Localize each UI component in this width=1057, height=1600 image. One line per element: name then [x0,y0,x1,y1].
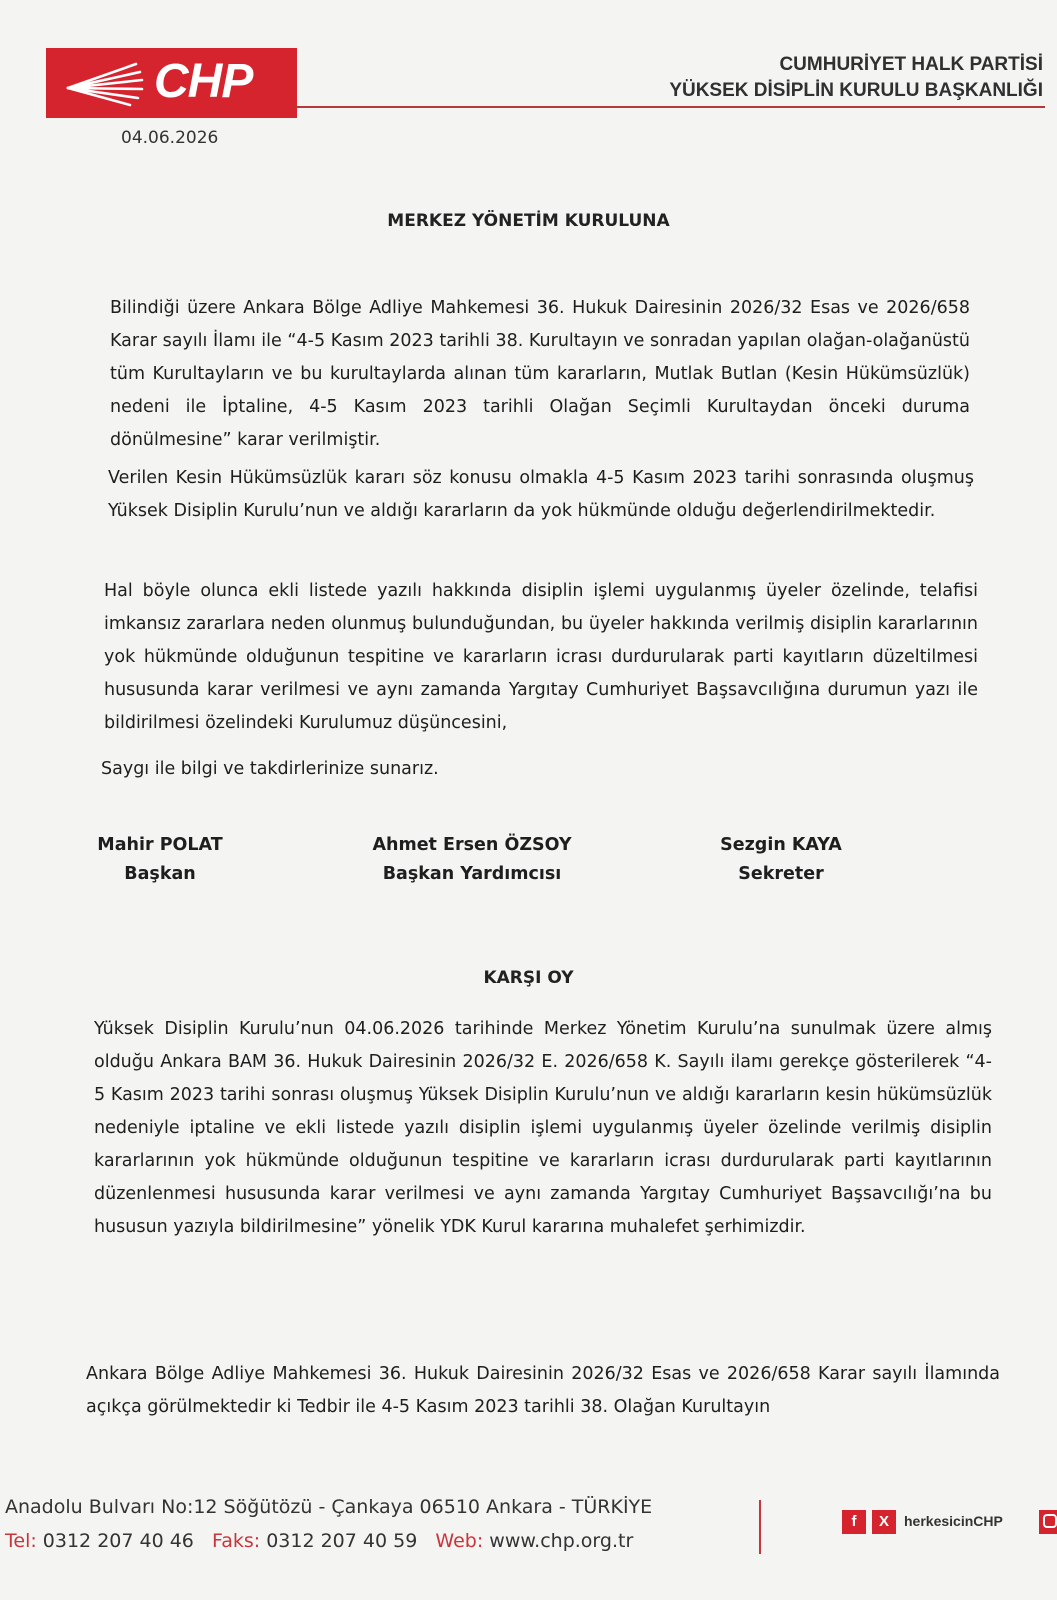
footer-contact [5,1530,633,1552]
social-handle[interactable]: herkesicinCHP [904,1513,1003,1529]
web-label: Web: [435,1530,484,1552]
tel-number: 0312 207 40 46 [42,1530,194,1552]
signatory-title: Başkan [124,864,196,884]
web-address[interactable]: www.chp.org.tr [489,1530,634,1552]
signatory-name: Mahir POLAT [97,835,223,855]
dissent-heading: KARŞI OY [483,968,574,988]
signatory-1 [60,831,260,889]
footer-divider [759,1500,761,1554]
org-line-1: CUMHURİYET HALK PARTİSİ [779,54,1043,75]
six-arrows-icon [60,58,150,108]
letter-paragraph-3: Hal böyle olunca ekli listede yazılı hakkında disiplin işlemi uygulanmış üyeler özelinde, telafisi imkansız zararlara neden olunmuş bulunduğundan, bu üyeler hakkında verilmiş disiplin kararlarının yok hükmünde olduğunun tespitine ve kararların icrası durdurularak parti kayıtların düzeltilmesi hususunda karar verilmesi ve aynı zamanda Yargıtay Cumhuriyet Başsavcılığına durumun yazı ile bildirilmesi özelindeki Kurulumuz düşüncesini, [104,581,978,733]
signatory-name: Ahmet Ersen ÖZSOY [372,835,572,855]
header-divider [296,106,1045,108]
signatory-title: Başkan Yardımcısı [382,864,562,884]
fax-label: Faks: [212,1530,261,1552]
logo-text: CHP [154,55,253,108]
letter-paragraph-2: Verilen Kesin Hükümsüzlük kararı söz konusu olmakla 4-5 Kasım 2023 tarihi sonrasında oluşmuş Yüksek Disiplin Kurulu’nun ve aldığı kararların da yok hükmünde olduğu değerlendirilmektedir. [108,468,974,521]
signatory-title: Sekreter [738,864,824,884]
fax-number: 0312 207 40 59 [266,1530,418,1552]
signatory-3 [671,831,891,889]
chp-logo [46,48,297,118]
tel-label: Tel: [5,1530,37,1552]
footer-address: Anadolu Bulvarı No:12 Söğütözü - Çankaya 06510 Ankara - TÜRKİYE [5,1496,653,1518]
signatory-name: Sezgin KAYA [720,835,842,855]
dissent-paragraph-1: Yüksek Disiplin Kurulu’nun 04.06.2026 tarihinde Merkez Yönetim Kurulu’na sunulmak üzere almış olduğu Ankara BAM 36. Hukuk Dairesinin 2026/32 E. 2026/658 K. Sayılı ilamı gerekçe gösterilerek “4-5 Kasım 2023 tarihi sonrası oluşmuş Yüksek Disiplin Kurulu’nun ve aldığı kararların kesin hükümsüzlük nedeniyle iptaline ve ekli listede yazılı disiplin işlemi uygulanmış üyeler özelinde verilmiş disiplin kararlarının yok hükmünde olduğunun tespitine ve kararların icrası durdurularak parti kayıtlarının düzenlenmesi hususunda karar verilmesi ve aynı zamanda Yargıtay Cumhuriyet Başsavcılığı’na bu hususun yazıyla bildirilmesine” yönelik YDK Kurul kararına muhalefet şerhimizdir. [94,1019,992,1237]
organization-name [669,52,1043,104]
signatory-2 [342,831,602,889]
instagram-icon[interactable] [1039,1510,1057,1534]
addressee-heading: MERKEZ YÖNETİM KURULUNA [387,211,670,231]
facebook-icon[interactable]: f [842,1510,866,1534]
closing-line: Saygı ile bilgi ve takdirlerinize sunarız. [101,759,439,779]
org-line-2: YÜKSEK DİSİPLİN KURULU BAŞKANLIĞI [669,80,1043,101]
letter-paragraph-1: Bilindiği üzere Ankara Bölge Adliye Mahkemesi 36. Hukuk Dairesinin 2026/32 Esas ve 2026/658 Karar sayılı İlamı ile “4-5 Kasım 2023 tarihli 38. Kurultayın ve sonradan yapılan olağan-olağanüstü tüm Kurultayların ve bu kurultaylarda alınan tüm kararların, Mutlak Butlan (Kesin Hükümsüzlük) nedeni ile İptaline, 4-5 Kasım 2023 tarihli Olağan Seçimli Kurultaydan önceki duruma dönülmesine” karar verilmiştir. [110,298,970,450]
dissent-paragraph-2: Ankara Bölge Adliye Mahkemesi 36. Hukuk Dairesinin 2026/32 Esas ve 2026/658 Karar sayılı İlamında açıkça görülmektedir ki Tedbir ile 4-5 Kasım 2023 tarihli 38. Olağan Kurultayın [86,1364,1000,1417]
x-icon[interactable]: X [872,1510,896,1534]
document-date: 04.06.2026 [121,128,219,148]
